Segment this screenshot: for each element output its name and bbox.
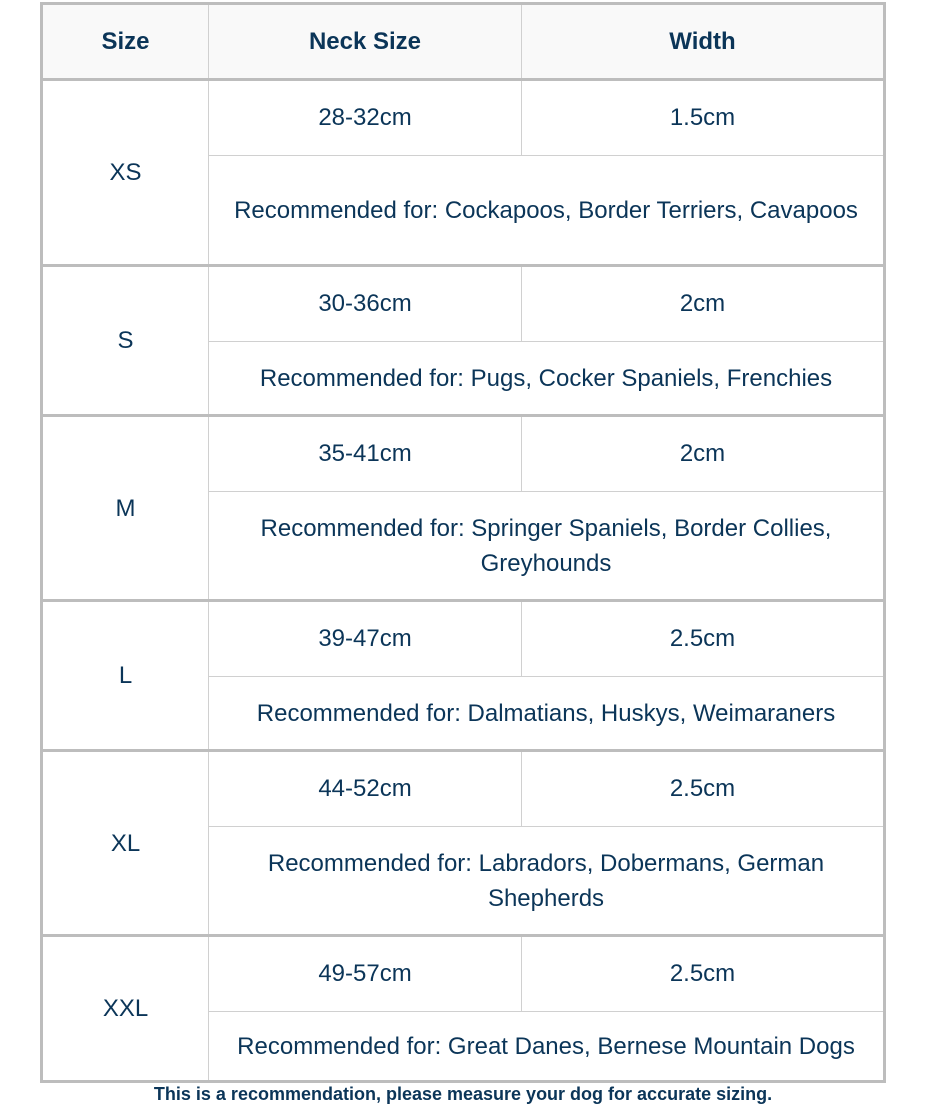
measure-row [209,267,883,342]
recommended-breeds: Recommended for: Cockapoos, Border Terriers, Cavapoos [234,196,858,224]
size-label: L [43,602,209,750]
width-value: 2.5cm [669,960,736,987]
size-label: S [43,267,209,415]
measure-row [209,417,883,492]
size-label: XS [43,81,209,264]
measure-row [209,752,883,827]
neck-size-value: 35-41cm [209,417,522,491]
size-group-m [43,414,883,600]
neck-size-value: 30-36cm [209,267,522,341]
measure-row [209,81,883,156]
recommended-breeds: Recommended for: Pugs, Cocker Spaniels, Frenchies [259,365,833,392]
measure-row [209,937,883,1012]
recommended-breeds: Recommended for: Great Danes, Bernese Mountain Dogs [237,1032,855,1060]
width-value: 1.5cm [669,104,736,131]
size-group-xs [43,81,883,264]
neck-size-value: 44-52cm [209,752,522,826]
header-width: Width [669,27,736,55]
neck-size-value: 28-32cm [209,81,522,155]
size-group-l [43,599,883,750]
size-label: M [43,417,209,600]
recommended-breeds: Recommended for: Labradors, Dobermans, German Shepherds [267,850,825,912]
table-header [43,5,883,81]
size-group-xxl [43,934,883,1080]
header-neck-size: Neck Size [209,5,522,78]
measure-row [209,602,883,677]
size-group-xl [43,749,883,935]
size-chart-table [40,2,886,1083]
width-value: 2cm [679,290,726,317]
width-value: 2.5cm [669,775,736,802]
size-label: XL [43,752,209,935]
size-label: XXL [43,937,209,1080]
sizing-footnote: This is a recommendation, please measure your dog for accurate sizing. [153,1084,773,1104]
header-size: Size [43,5,209,78]
neck-size-value: 39-47cm [209,602,522,676]
recommended-breeds: Recommended for: Springer Spaniels, Border Collies, Greyhounds [260,515,832,577]
size-group-s [43,264,883,415]
width-value: 2cm [679,440,726,467]
neck-size-value: 49-57cm [209,937,522,1011]
width-value: 2.5cm [669,625,736,652]
recommended-breeds: Recommended for: Dalmatians, Huskys, Weimaraners [256,700,836,727]
